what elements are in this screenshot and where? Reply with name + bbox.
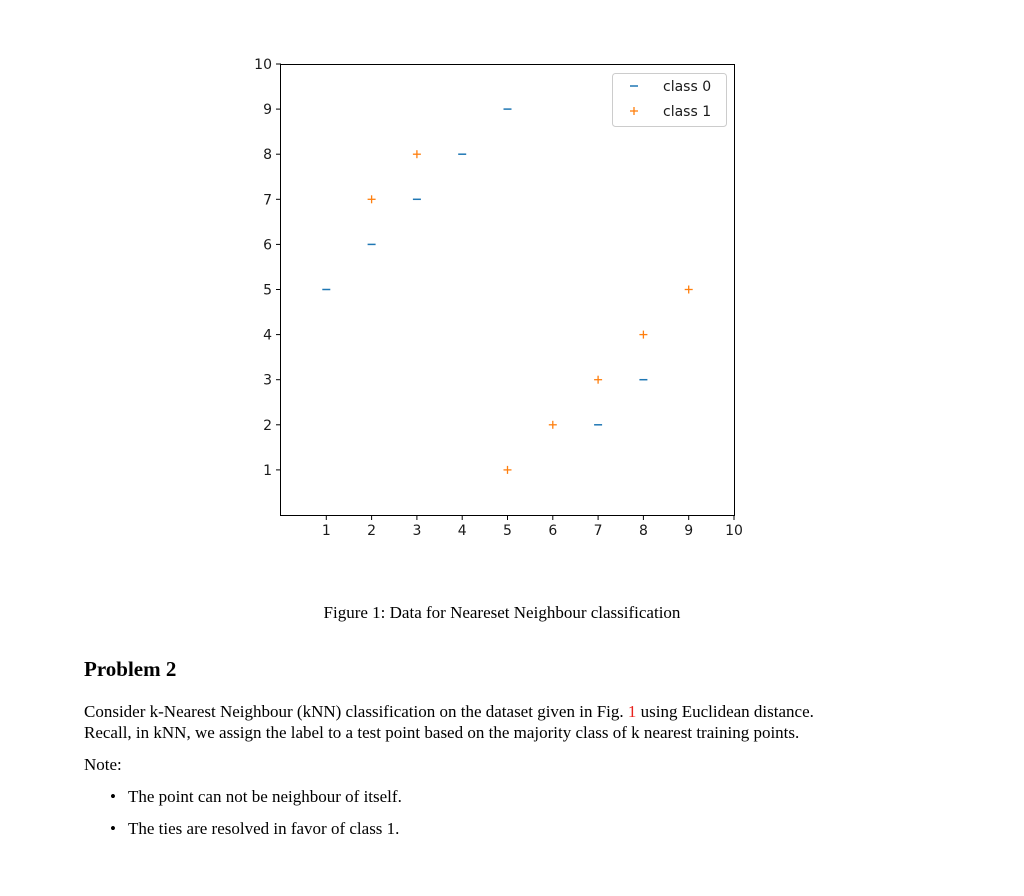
problem-heading: Problem 2 (84, 657, 177, 681)
bullet-icon: • (110, 787, 116, 806)
note-list (110, 787, 402, 851)
y-tick-label: 3 (263, 372, 272, 389)
figure-caption: Figure 1: Data for Neareset Neighbour classification (323, 603, 681, 622)
y-tick-label: 10 (254, 57, 272, 73)
list-item (110, 819, 402, 851)
legend-label: class 0 (663, 79, 712, 95)
x-tick-label: 3 (412, 523, 422, 539)
y-tick-label: 2 (263, 417, 272, 434)
y-tick-label: 8 (263, 147, 272, 164)
x-tick-label: 7 (593, 523, 603, 539)
y-tick-label: 6 (263, 237, 272, 254)
y-tick-label: 9 (263, 102, 272, 119)
paragraph-text-end: using Euclidean distance. (640, 702, 814, 721)
x-tick-label: 9 (684, 523, 694, 539)
y-tick-label: 5 (263, 282, 272, 299)
x-tick-label: 4 (457, 523, 467, 539)
bullet-icon: • (110, 819, 116, 838)
plot-area (281, 65, 735, 516)
bullet-text: The ties are resolved in favor of class 1. (128, 819, 400, 838)
paragraph-text-line2: Recall, in kNN, we assign the label to a test point based on the majority class of k nearest training points. (84, 723, 800, 742)
y-tick-label: 1 (263, 462, 272, 479)
y-tick-label: 4 (263, 327, 272, 344)
legend-label: class 1 (663, 104, 712, 120)
y-tick-label: 7 (263, 192, 272, 209)
bullet-text: The point can not be neighbour of itself. (128, 787, 402, 806)
x-tick-label: 5 (503, 523, 512, 539)
figure-reference-link[interactable]: 1 (627, 702, 637, 721)
legend (613, 74, 727, 127)
list-item (110, 787, 402, 819)
x-tick-label: 8 (638, 523, 648, 539)
note-label: Note: (84, 755, 122, 774)
x-tick-label: 10 (725, 523, 743, 539)
x-tick-label: 2 (367, 523, 377, 539)
x-tick-label: 1 (321, 523, 331, 539)
x-tick-label: 6 (548, 523, 558, 539)
problem-paragraph (84, 701, 984, 743)
paragraph-text-start: Consider k-Nearest Neighbour (kNN) classification on the dataset given in Fig. (84, 702, 624, 721)
